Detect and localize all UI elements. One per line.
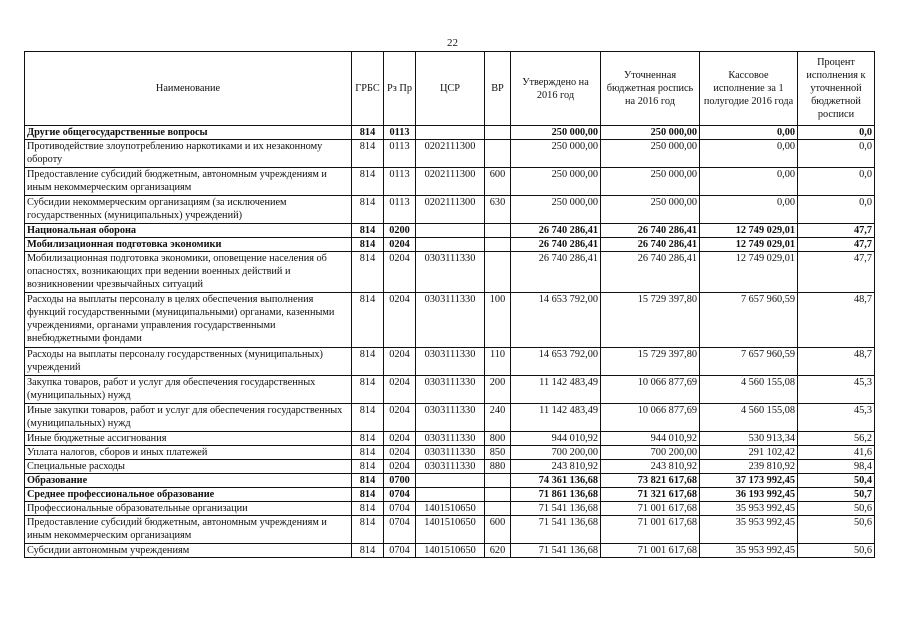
- cell-refined: 10 066 877,69: [601, 404, 700, 432]
- cell-grbs: 814: [352, 460, 384, 474]
- cell-rzpr: 0200: [384, 224, 416, 238]
- cell-percent: 0,0: [798, 196, 875, 224]
- cell-name: Иные закупки товаров, работ и услуг для обеспечения государственных (муниципальных) нужд: [25, 404, 352, 432]
- cell-percent: 48,7: [798, 348, 875, 376]
- cell-rzpr: 0204: [384, 404, 416, 432]
- cell-cash: 291 102,42: [700, 446, 798, 460]
- cell-grbs: 814: [352, 348, 384, 376]
- cell-cash: 4 560 155,08: [700, 404, 798, 432]
- cell-percent: 98,4: [798, 460, 875, 474]
- cell-cash: 239 810,92: [700, 460, 798, 474]
- cell-csr: 0303111330: [416, 446, 485, 460]
- cell-grbs: 814: [352, 404, 384, 432]
- cell-percent: 50,6: [798, 516, 875, 544]
- cell-approved: 250 000,00: [511, 140, 601, 168]
- table-row: [25, 474, 875, 488]
- cell-csr: 0202111300: [416, 168, 485, 196]
- table-header-row: [25, 52, 875, 126]
- cell-percent: 47,7: [798, 238, 875, 252]
- cell-vr: 880: [485, 460, 511, 474]
- cell-grbs: 814: [352, 516, 384, 544]
- cell-vr: 850: [485, 446, 511, 460]
- cell-grbs: 814: [352, 432, 384, 446]
- cell-vr: [485, 126, 511, 140]
- table-row: [25, 238, 875, 252]
- cell-percent: 45,3: [798, 376, 875, 404]
- cell-cash: 12 749 029,01: [700, 252, 798, 293]
- cell-refined: 71 001 617,68: [601, 516, 700, 544]
- page-number: 22: [447, 37, 458, 49]
- table-row: [25, 293, 875, 348]
- cell-cash: 0,00: [700, 140, 798, 168]
- cell-grbs: 814: [352, 488, 384, 502]
- header-rzpr: Рз Пр: [384, 52, 416, 126]
- table-row: [25, 516, 875, 544]
- table-row: [25, 460, 875, 474]
- cell-cash: 0,00: [700, 196, 798, 224]
- header-percent: Процент исполнения к уточненной бюджетной росписи: [798, 52, 875, 126]
- cell-cash: 37 173 992,45: [700, 474, 798, 488]
- cell-grbs: 814: [352, 376, 384, 404]
- cell-rzpr: 0704: [384, 544, 416, 558]
- cell-approved: 250 000,00: [511, 126, 601, 140]
- table-row: [25, 404, 875, 432]
- cell-cash: 7 657 960,59: [700, 348, 798, 376]
- budget-execution-table: [24, 51, 875, 558]
- cell-name: Профессиональные образовательные организации: [25, 502, 352, 516]
- cell-approved: 74 361 136,68: [511, 474, 601, 488]
- cell-grbs: 814: [352, 252, 384, 293]
- cell-approved: 26 740 286,41: [511, 252, 601, 293]
- cell-csr: 0202111300: [416, 196, 485, 224]
- cell-name: Образование: [25, 474, 352, 488]
- cell-refined: 26 740 286,41: [601, 224, 700, 238]
- cell-percent: 0,0: [798, 126, 875, 140]
- cell-csr: 0303111330: [416, 348, 485, 376]
- cell-grbs: 814: [352, 544, 384, 558]
- cell-percent: 0,0: [798, 140, 875, 168]
- table-row: [25, 348, 875, 376]
- cell-cash: 35 953 992,45: [700, 516, 798, 544]
- cell-rzpr: 0204: [384, 446, 416, 460]
- cell-grbs: 814: [352, 446, 384, 460]
- cell-rzpr: 0204: [384, 348, 416, 376]
- cell-vr: 110: [485, 348, 511, 376]
- cell-approved: 250 000,00: [511, 168, 601, 196]
- cell-cash: 7 657 960,59: [700, 293, 798, 348]
- cell-name: Предоставление субсидий бюджетным, автономным учреждениям и иным некоммерческим организациям: [25, 168, 352, 196]
- cell-grbs: 814: [352, 474, 384, 488]
- cell-cash: 35 953 992,45: [700, 544, 798, 558]
- cell-cash: 36 193 992,45: [700, 488, 798, 502]
- cell-csr: 0303111330: [416, 376, 485, 404]
- cell-csr: [416, 224, 485, 238]
- cell-approved: 71 541 136,68: [511, 502, 601, 516]
- cell-refined: 944 010,92: [601, 432, 700, 446]
- cell-grbs: 814: [352, 168, 384, 196]
- cell-refined: 71 001 617,68: [601, 502, 700, 516]
- table-row: [25, 446, 875, 460]
- cell-vr: 620: [485, 544, 511, 558]
- cell-vr: [485, 224, 511, 238]
- cell-rzpr: 0704: [384, 488, 416, 502]
- cell-name: Специальные расходы: [25, 460, 352, 474]
- cell-approved: 26 740 286,41: [511, 224, 601, 238]
- header-grbs: ГРБС: [352, 52, 384, 126]
- cell-csr: [416, 474, 485, 488]
- table-row: [25, 126, 875, 140]
- cell-refined: 250 000,00: [601, 168, 700, 196]
- header-vr: ВР: [485, 52, 511, 126]
- cell-vr: 100: [485, 293, 511, 348]
- cell-cash: 12 749 029,01: [700, 238, 798, 252]
- cell-cash: 35 953 992,45: [700, 502, 798, 516]
- cell-refined: 700 200,00: [601, 446, 700, 460]
- cell-refined: 73 821 617,68: [601, 474, 700, 488]
- cell-refined: 71 321 617,68: [601, 488, 700, 502]
- cell-rzpr: 0204: [384, 376, 416, 404]
- cell-percent: 41,6: [798, 446, 875, 460]
- cell-approved: 11 142 483,49: [511, 404, 601, 432]
- cell-vr: [485, 252, 511, 293]
- cell-approved: 14 653 792,00: [511, 293, 601, 348]
- cell-csr: 0303111330: [416, 432, 485, 446]
- cell-percent: 50,6: [798, 502, 875, 516]
- cell-refined: 26 740 286,41: [601, 252, 700, 293]
- cell-vr: 200: [485, 376, 511, 404]
- cell-vr: 600: [485, 516, 511, 544]
- cell-percent: 48,7: [798, 293, 875, 348]
- cell-csr: 0303111330: [416, 293, 485, 348]
- cell-name: Среднее профессиональное образование: [25, 488, 352, 502]
- cell-refined: 15 729 397,80: [601, 348, 700, 376]
- cell-vr: [485, 502, 511, 516]
- cell-csr: [416, 238, 485, 252]
- cell-csr: 1401510650: [416, 516, 485, 544]
- cell-rzpr: 0113: [384, 168, 416, 196]
- cell-name: Иные бюджетные ассигнования: [25, 432, 352, 446]
- header-csr: ЦСР: [416, 52, 485, 126]
- cell-approved: 11 142 483,49: [511, 376, 601, 404]
- cell-approved: 700 200,00: [511, 446, 601, 460]
- cell-refined: 250 000,00: [601, 126, 700, 140]
- cell-vr: [485, 140, 511, 168]
- cell-percent: 0,0: [798, 168, 875, 196]
- cell-grbs: 814: [352, 140, 384, 168]
- cell-vr: [485, 474, 511, 488]
- cell-refined: 15 729 397,80: [601, 293, 700, 348]
- cell-name: Противодействие злоупотреблению наркотиками и их незаконному обороту: [25, 140, 352, 168]
- cell-rzpr: 0204: [384, 293, 416, 348]
- cell-cash: 0,00: [700, 126, 798, 140]
- cell-refined: 250 000,00: [601, 196, 700, 224]
- cell-refined: 250 000,00: [601, 140, 700, 168]
- cell-csr: [416, 488, 485, 502]
- table-row: [25, 252, 875, 293]
- cell-csr: 0303111330: [416, 252, 485, 293]
- cell-name: Другие общегосударственные вопросы: [25, 126, 352, 140]
- cell-csr: 1401510650: [416, 502, 485, 516]
- cell-vr: 600: [485, 168, 511, 196]
- cell-rzpr: 0704: [384, 502, 416, 516]
- cell-cash: 4 560 155,08: [700, 376, 798, 404]
- cell-grbs: 814: [352, 502, 384, 516]
- cell-grbs: 814: [352, 126, 384, 140]
- cell-cash: 12 749 029,01: [700, 224, 798, 238]
- cell-approved: 71 861 136,68: [511, 488, 601, 502]
- cell-csr: 0202111300: [416, 140, 485, 168]
- cell-cash: 530 913,34: [700, 432, 798, 446]
- table-row: [25, 432, 875, 446]
- cell-grbs: 814: [352, 224, 384, 238]
- table-row: [25, 488, 875, 502]
- cell-name: Расходы на выплаты персоналу государственных (муниципальных) учреждений: [25, 348, 352, 376]
- cell-percent: 50,6: [798, 544, 875, 558]
- cell-approved: 243 810,92: [511, 460, 601, 474]
- cell-grbs: 814: [352, 196, 384, 224]
- cell-vr: 240: [485, 404, 511, 432]
- cell-vr: [485, 238, 511, 252]
- cell-percent: 50,7: [798, 488, 875, 502]
- cell-grbs: 814: [352, 238, 384, 252]
- cell-rzpr: 0113: [384, 126, 416, 140]
- cell-name: Закупка товаров, работ и услуг для обеспечения государственных (муниципальных) нужд: [25, 376, 352, 404]
- cell-name: Национальная оборона: [25, 224, 352, 238]
- cell-refined: 243 810,92: [601, 460, 700, 474]
- table-row: [25, 140, 875, 168]
- cell-percent: 56,2: [798, 432, 875, 446]
- table-row: [25, 544, 875, 558]
- cell-name: Расходы на выплаты персоналу в целях обеспечения выполнения функций государственными (муниципальными) органами, казенными учреждениями, органами управления государственными внебюджетными фондами: [25, 293, 352, 348]
- cell-name: Субсидии некоммерческим организациям (за исключением государственных (муниципальных) учреждений): [25, 196, 352, 224]
- header-approved: Утверждено на 2016 год: [511, 52, 601, 126]
- cell-csr: [416, 126, 485, 140]
- cell-name: Предоставление субсидий бюджетным, автономным учреждениям и иным некоммерческим организациям: [25, 516, 352, 544]
- cell-rzpr: 0204: [384, 432, 416, 446]
- table-row: [25, 224, 875, 238]
- cell-cash: 0,00: [700, 168, 798, 196]
- cell-vr: [485, 488, 511, 502]
- cell-percent: 47,7: [798, 252, 875, 293]
- cell-approved: 71 541 136,68: [511, 544, 601, 558]
- cell-name: Уплата налогов, сборов и иных платежей: [25, 446, 352, 460]
- cell-approved: 944 010,92: [511, 432, 601, 446]
- cell-csr: 0303111330: [416, 460, 485, 474]
- cell-approved: 26 740 286,41: [511, 238, 601, 252]
- cell-approved: 250 000,00: [511, 196, 601, 224]
- cell-percent: 45,3: [798, 404, 875, 432]
- header-name: Наименование: [25, 52, 352, 126]
- cell-percent: 50,4: [798, 474, 875, 488]
- cell-rzpr: 0700: [384, 474, 416, 488]
- cell-vr: 630: [485, 196, 511, 224]
- cell-vr: 800: [485, 432, 511, 446]
- cell-refined: 71 001 617,68: [601, 544, 700, 558]
- table-row: [25, 196, 875, 224]
- header-refined: Уточненная бюджетная роспись на 2016 год: [601, 52, 700, 126]
- cell-csr: 1401510650: [416, 544, 485, 558]
- cell-refined: 10 066 877,69: [601, 376, 700, 404]
- cell-rzpr: 0113: [384, 196, 416, 224]
- cell-csr: 0303111330: [416, 404, 485, 432]
- cell-rzpr: 0704: [384, 516, 416, 544]
- cell-name: Субсидии автономным учреждениям: [25, 544, 352, 558]
- header-cash: Кассовое исполнение за 1 полугодие 2016 года: [700, 52, 798, 126]
- cell-rzpr: 0204: [384, 252, 416, 293]
- table-row: [25, 376, 875, 404]
- cell-approved: 14 653 792,00: [511, 348, 601, 376]
- table-row: [25, 168, 875, 196]
- table-row: [25, 502, 875, 516]
- cell-refined: 26 740 286,41: [601, 238, 700, 252]
- cell-approved: 71 541 136,68: [511, 516, 601, 544]
- cell-name: Мобилизационная подготовка экономики, оповещение населения об опасностях, возникающих при ведении военных действий и возникновении чрезвычайных ситуаций: [25, 252, 352, 293]
- cell-grbs: 814: [352, 293, 384, 348]
- cell-rzpr: 0113: [384, 140, 416, 168]
- cell-percent: 47,7: [798, 224, 875, 238]
- cell-name: Мобилизационная подготовка экономики: [25, 238, 352, 252]
- cell-rzpr: 0204: [384, 238, 416, 252]
- cell-rzpr: 0204: [384, 460, 416, 474]
